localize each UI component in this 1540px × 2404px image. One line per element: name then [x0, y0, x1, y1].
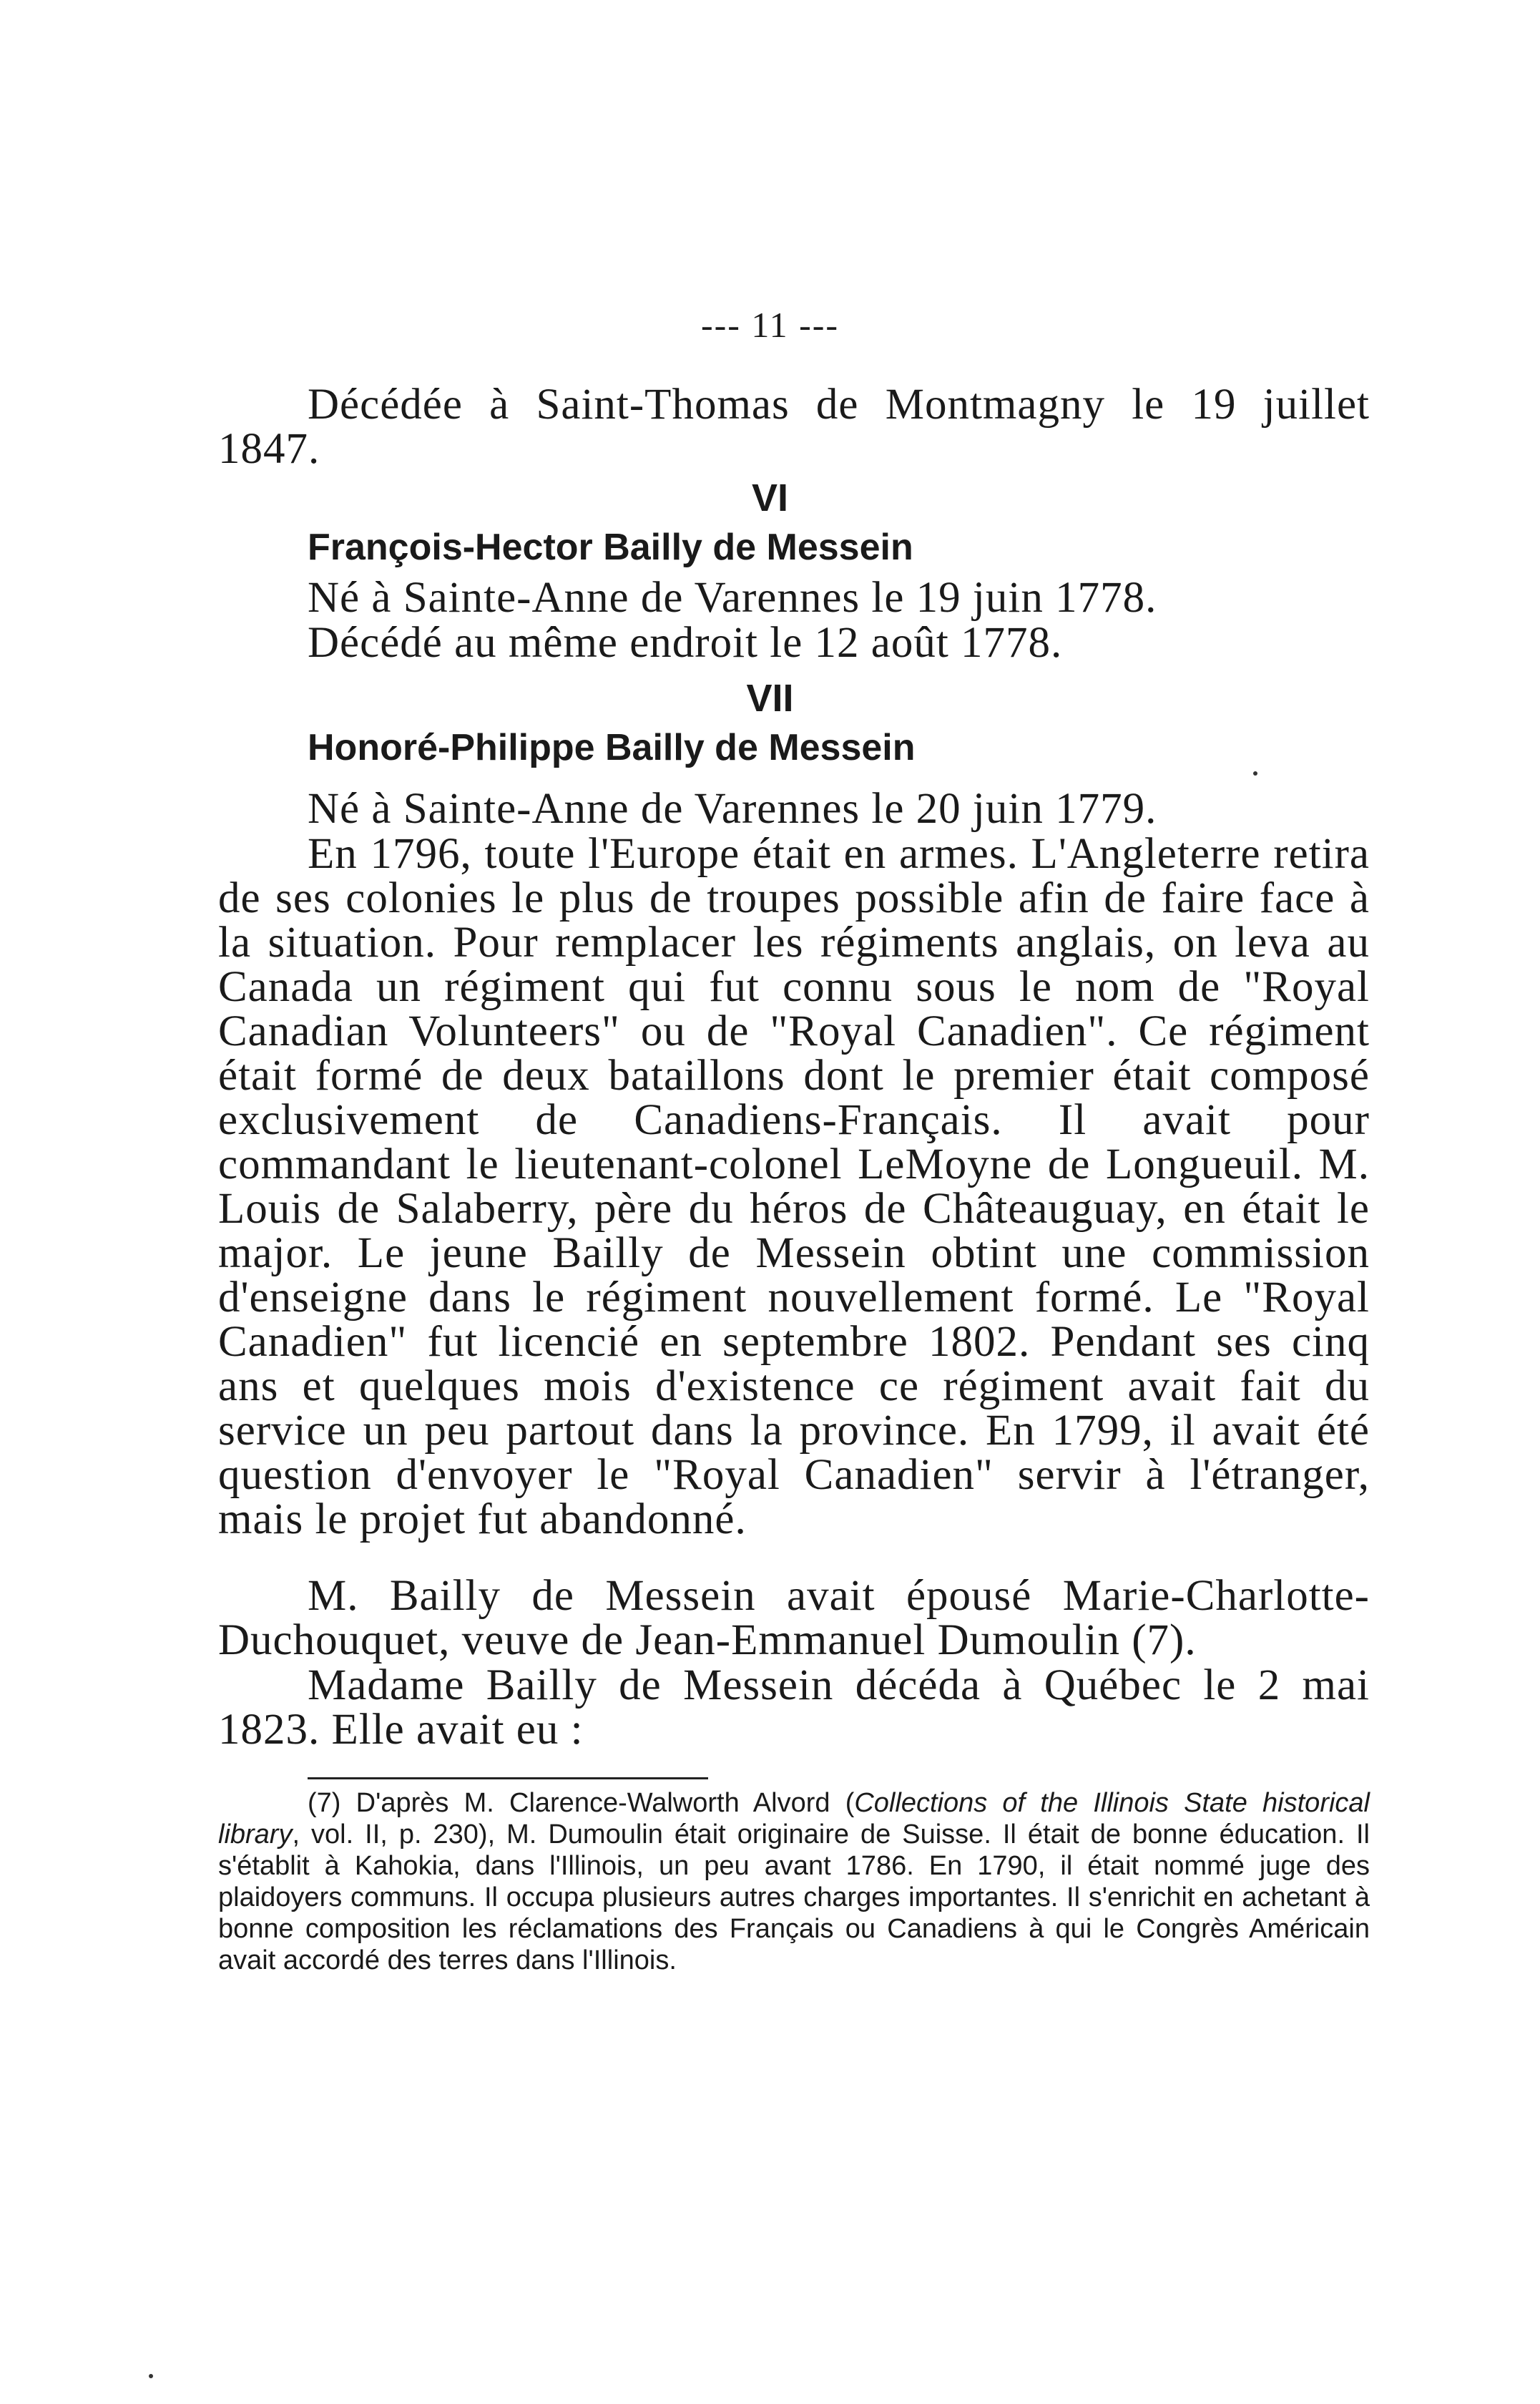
birth-line-vii: Né à Sainte-Anne de Varennes le 20 juin 1779. [308, 785, 1157, 833]
birth-line-vi: Né à Sainte-Anne de Varennes le 19 juin 1778. [308, 574, 1157, 622]
page-number: --- 11 --- [700, 305, 840, 345]
paragraph-royal-canadien: En 1796, toute l'Europe était en armes. L'Angleterre retira de ses colonies le plus de troupes possible afin de faire face à la situation. Pour remplacer les régiments anglais, on leva au Canada un régiment qui fut connu sous le nom de "Royal Canadian Volunteers" ou de "Royal Canadien". Ce régiment était formé de deux bataillons dont le premier était composé exclusivement de Canadiens-Français. Il avait pour commandant le lieutenant-colonel LeMoyne de Longueuil. M. Louis de Salaberry, père du héros de Châteauguay, en était le major. Le jeune Bailly de Messein obtint une commission d'enseigne dans le régiment nouvellement formé. Le "Royal Canadien" fut licencié en septembre 1802. Pendant ses cinq ans et quelques mois d'existence ce régiment avait fait du service un peu partout dans la province. En 1799, il avait été question d'envoyer le "Royal Canadien" servir à l'étranger, mais le projet fut abandonné. [218, 830, 1370, 1543]
paragraph-madame-death: Madame Bailly de Messein décéda à Québec le 2 mai 1823. Elle avait eu : [218, 1661, 1370, 1754]
paragraph-marriage: M. Bailly de Messein avait épousé Marie-Charlotte-Duchouquet, veuve de Jean-Emmanuel Dumoulin (7). [218, 1572, 1370, 1664]
section-heading-vi: VI [751, 477, 789, 519]
paragraph-death-1847: Décédée à Saint-Thomas de Montmagny le 19 juillet 1847. [218, 381, 1370, 473]
footnote-text-before: D'après M. Clarence-Walworth Alvord ( [355, 1788, 855, 1818]
footnote-7 [218, 1787, 1370, 1976]
footnote-italic-title: Collections of the Illinois State historical library [218, 1788, 1370, 1850]
print-speck [149, 2374, 153, 2378]
footnote-marker: (7) [308, 1788, 341, 1818]
section-heading-vii: VII [746, 677, 794, 720]
footnote-separator [308, 1777, 708, 1779]
person-name-honore-philippe: Honoré-Philippe Bailly de Messein [308, 727, 916, 768]
death-line-vi: Décédé au même endroit le 12 août 1778. [308, 619, 1063, 667]
footnote-text-after: , vol. II, p. 230), M. Dumoulin était originaire de Suisse. Il était de bonne éducation. Il s'établit à Kahokia, dans l'Illinois, un peu avant 1786. En 1790, il était nommé juge des plaidoyers communs. Il occupa plusieurs autres charges importantes. Il s'enrichit en achetant à bonne composition les réclamations des Français ou Canadiens à qui le Congrès Américain avait accordé des terres dans l'Illinois. [218, 1819, 1370, 1975]
print-speck [1253, 771, 1257, 776]
person-name-francois-hector: François-Hector Bailly de Messein [308, 527, 913, 568]
